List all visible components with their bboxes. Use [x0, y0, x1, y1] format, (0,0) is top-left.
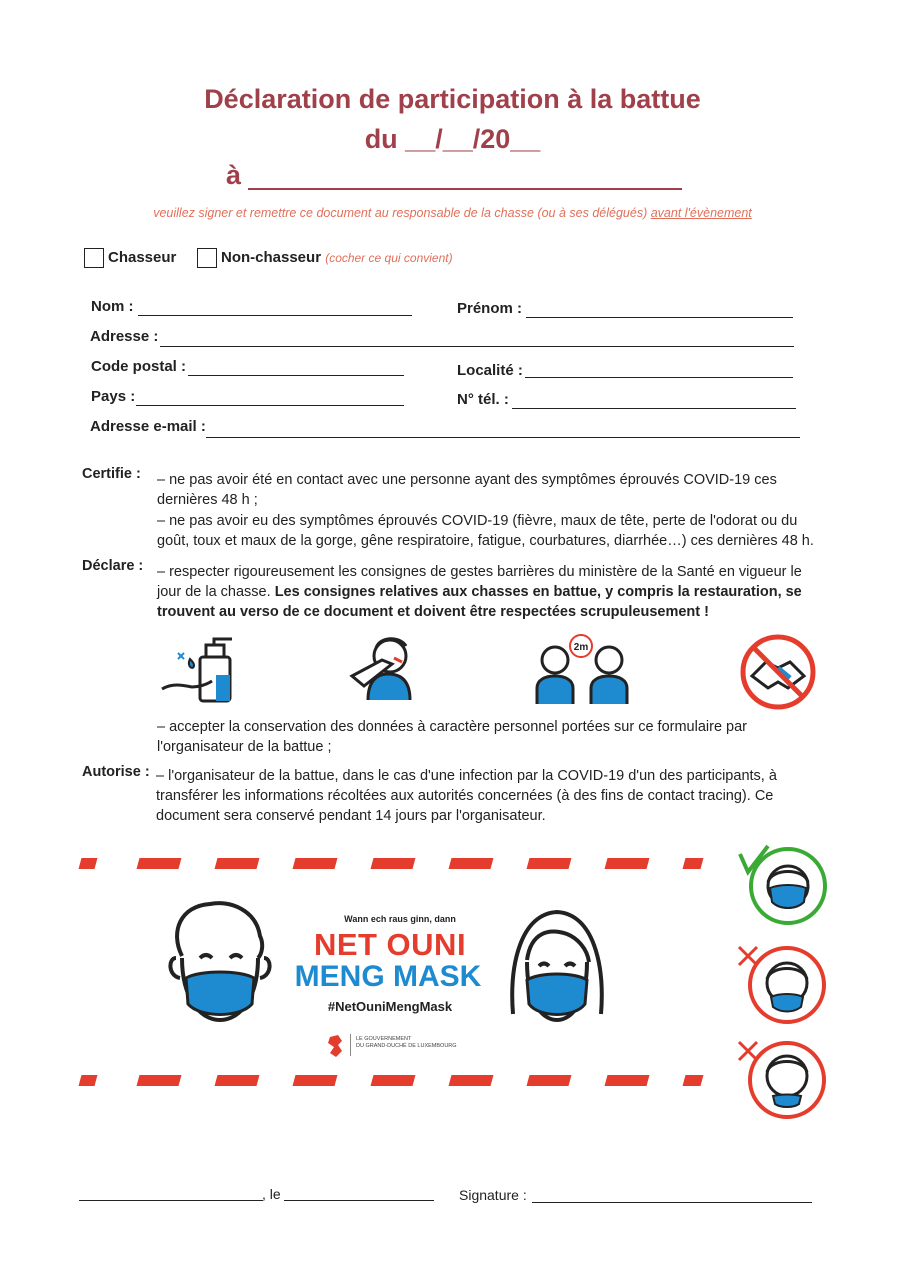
social-distance-icon: [533, 632, 633, 706]
email-field[interactable]: [206, 437, 800, 438]
non-hunter-checkbox[interactable]: [197, 248, 217, 268]
mask-on-chin-icon: [735, 1036, 832, 1120]
hunter-label: Chasseur: [108, 249, 177, 266]
banner-line1: NET OUNI: [313, 927, 467, 962]
declare-line1: – respecter rigoureusement les consignes de gestes barrières du ministère de la Santé en vigueur le jour de la chasse. Les consignes relatives aux chasses en battue, y compris la restauration, se trouvent au verso de ce document et doivent être respectées scrupuleusement !: [157, 564, 802, 620]
localite-label: Localité :: [457, 362, 523, 379]
mask-under-nose-icon: [735, 941, 832, 1025]
prenom-label: Prénom :: [457, 300, 523, 317]
nom-field[interactable]: [138, 315, 412, 316]
checkbox-hint: (cocher ce qui convient): [325, 251, 453, 265]
date-signed-field[interactable]: [284, 1200, 434, 1201]
gov-name: LE GOUVERNEMENT DU GRAND-DUCHÉ DE LUXEMBOURG: [356, 1036, 457, 1049]
cough-elbow-icon: [348, 630, 422, 704]
autorise-text: – l'organisateur de la battue, dans le cas d'une infection par la COVID-19 d'un des participants, à transférer les informations récoltées aux autorités concernées (à des fins de contact tracing). Ce document sera conservé pendant 14 jours par l'organisateur.: [156, 768, 777, 824]
adresse-label: Adresse :: [90, 328, 159, 345]
tel-field[interactable]: [512, 408, 796, 409]
form-title: Déclaration de participation à la battue: [204, 84, 701, 114]
banner-small-text: Wann ech raus ginn, dann: [344, 914, 456, 924]
hunter-checkbox[interactable]: [84, 248, 104, 268]
prenom-field[interactable]: [526, 317, 793, 318]
code-postal-label: Code postal :: [91, 358, 187, 375]
declare-line2: – accepter la conservation des données à caractère personnel portées sur ce formulaire par l'organisateur de la battue ;: [157, 719, 747, 755]
signature-field[interactable]: [532, 1202, 812, 1203]
email-label: Adresse e-mail :: [90, 418, 206, 435]
no-handshake-icon: [738, 632, 818, 712]
certifie-line1: – ne pas avoir été en contact avec une personne ayant des symptômes éprouvés COVID-19 ces dernières 48 h ;: [157, 472, 777, 508]
instruction-emphasis: avant l'évènement: [650, 206, 752, 220]
distance-label: 2m: [573, 642, 589, 653]
autorise-label: Autorise :: [82, 764, 150, 780]
gov-divider: [350, 1034, 351, 1056]
banner-line2: MENG MASK: [294, 960, 482, 993]
date-line: du __/__/20__: [364, 124, 541, 154]
banner-hashtag: #NetOuniMengMask: [327, 999, 453, 1014]
pays-field[interactable]: [136, 405, 404, 406]
declare-bold-text: Les consignes relatives aux chasses en battue, y compris la restauration, se trouvent au verso de ce document et doivent être respectées scrupuleusement !: [157, 584, 802, 620]
adresse-field[interactable]: [160, 346, 794, 347]
tape-top: [80, 858, 705, 872]
certifie-line2: – ne pas avoir eu des symptômes éprouvés COVID-19 (fièvre, maux de tête, perte de l'odorat ou du goût, toux et maux de la gorge, gêne respiratoire, fatigue, courbatures, diarrhée…) ces dernières 48 h.: [157, 513, 814, 549]
instruction-text: veuillez signer et remettre ce document au responsable de la chasse (ou à ses délégués) avant l'évènement: [153, 206, 752, 220]
certifie-label: Certifie :: [82, 466, 141, 482]
place-signed-field[interactable]: [79, 1200, 263, 1201]
tape-bottom: [80, 1075, 705, 1089]
signature-label: Signature :: [459, 1187, 527, 1203]
tel-label: N° tél. :: [457, 391, 509, 408]
nom-label: Nom :: [91, 298, 134, 315]
non-hunter-label: Non-chasseur (cocher ce qui convient): [221, 249, 453, 266]
handwash-icon: [160, 635, 240, 703]
declare-label: Déclare :: [82, 558, 144, 574]
le-label: , le: [262, 1186, 281, 1202]
luxembourg-lion-logo: [326, 1033, 346, 1059]
masked-man-icon: [160, 896, 280, 1036]
masked-woman-icon: [505, 904, 610, 1029]
code-postal-field[interactable]: [188, 375, 404, 376]
pays-label: Pays :: [91, 388, 136, 405]
mask-correct-icon: [738, 842, 832, 926]
localite-field[interactable]: [525, 377, 793, 378]
place-prefix: à: [226, 160, 242, 190]
place-field[interactable]: [248, 188, 682, 190]
